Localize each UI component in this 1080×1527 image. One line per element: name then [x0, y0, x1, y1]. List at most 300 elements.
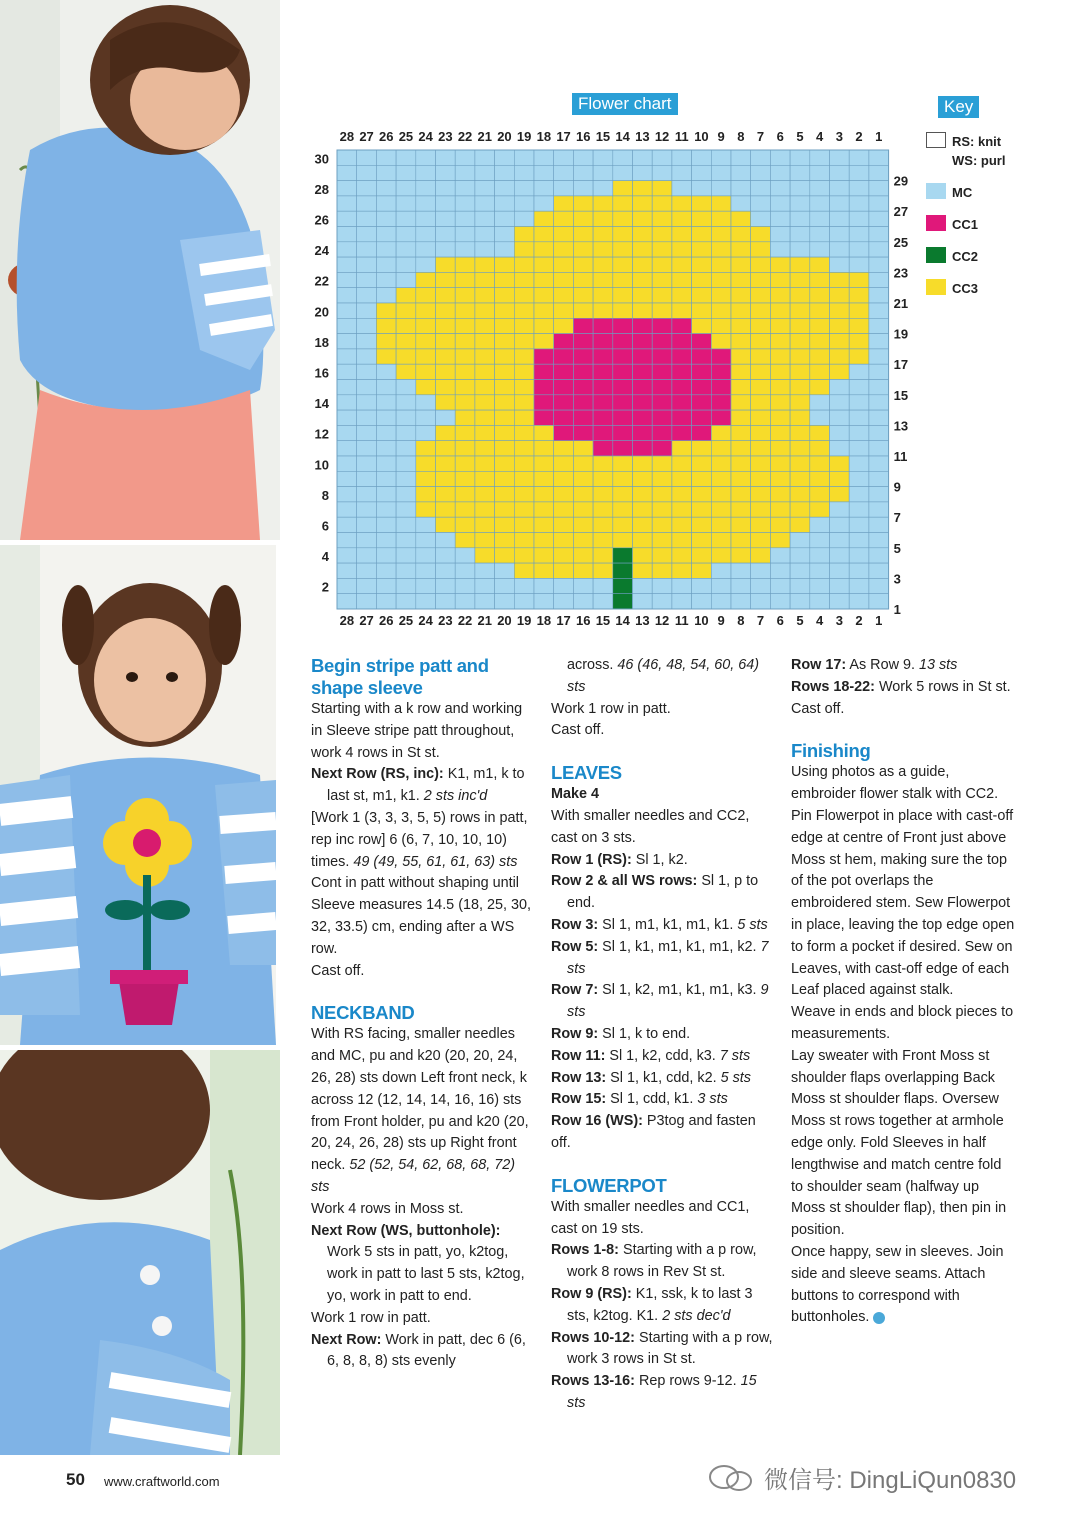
chart-row-number-right: 1 [893, 602, 901, 617]
chart-cell [337, 165, 357, 180]
chart-cell [790, 242, 810, 257]
chart-cell [337, 425, 357, 440]
chart-cell [672, 165, 692, 180]
chart-cell [573, 380, 593, 395]
chart-cell [475, 456, 495, 471]
chart-cell [869, 181, 889, 196]
chart-cell [514, 456, 534, 471]
chart-cell [869, 165, 889, 180]
chart-cell [436, 380, 456, 395]
chart-cell [869, 318, 889, 333]
chart-cell [337, 471, 357, 486]
chart-cell [396, 395, 416, 410]
chart-cell [849, 211, 869, 226]
chart-cell [830, 181, 850, 196]
chart-cell [436, 548, 456, 563]
para: Lay sweater with Front Moss st shoulder flaps overlapping Back Moss st shoulder flaps. Oversew Moss st rows together at armhole edge only. Fold Sleeves in half lengthwise and match centre fold to shoulder seam (halfway up Moss st shoulder flap), then pin in position. [791, 1047, 1007, 1239]
chart-cell [514, 288, 534, 303]
chart-cell [436, 181, 456, 196]
chart-col-number-bottom: 28 [339, 613, 355, 628]
chart-cell [652, 196, 672, 211]
chart-cell [534, 578, 554, 593]
instruction-next-row-dec: Next Row: Work in patt, dec 6 (6, 6, 8, 8, 8) sts evenly [311, 1331, 526, 1370]
chart-cell [475, 548, 495, 563]
chart-cell [770, 548, 790, 563]
chart-cell [652, 242, 672, 257]
chart-cell [416, 380, 436, 395]
chart-cell [514, 257, 534, 272]
chart-cell [495, 487, 515, 502]
chart-cell [554, 563, 574, 578]
chart-cell [475, 487, 495, 502]
chart-col-number-bottom: 14 [615, 613, 630, 628]
chart-cell [416, 349, 436, 364]
chart-cell [652, 303, 672, 318]
chart-cell [416, 211, 436, 226]
chart-cell [534, 410, 554, 425]
chart-cell [830, 502, 850, 517]
chart-cell [514, 181, 534, 196]
chart-row-number-right: 27 [893, 204, 909, 220]
chart-col-number-bottom: 15 [595, 613, 611, 628]
chart-cell [396, 334, 416, 349]
chart-cell [514, 471, 534, 486]
chart-cell [810, 578, 830, 593]
chart-cell [416, 548, 436, 563]
chart-cell [869, 211, 889, 226]
chart-cell [830, 288, 850, 303]
chart-cell [593, 533, 613, 548]
chart-cell [810, 548, 830, 563]
chart-cell [751, 517, 771, 532]
chart-cell [869, 594, 889, 609]
chart-cell [790, 303, 810, 318]
chart-cell [514, 410, 534, 425]
chart-cell [337, 349, 357, 364]
chart-cell [711, 548, 731, 563]
chart-cell [396, 594, 416, 609]
chart-cell [613, 380, 633, 395]
chart-cell [337, 487, 357, 502]
chart-col-number-bottom: 20 [497, 613, 512, 628]
chart-cell [770, 288, 790, 303]
chart-cell [357, 288, 377, 303]
chart-cell [652, 380, 672, 395]
chart-cell [514, 441, 534, 456]
chart-cell [790, 288, 810, 303]
chart-cell [455, 380, 475, 395]
chart-cell [357, 533, 377, 548]
chart-col-number-bottom: 12 [654, 613, 670, 628]
para: Work 4 rows in Moss st. [311, 1200, 464, 1217]
chart-row-number-right: 7 [893, 510, 901, 526]
chart-col-number-bottom: 26 [379, 613, 394, 628]
chart-cell [376, 150, 396, 165]
chart-col-number-bottom: 22 [457, 613, 473, 628]
chart-cell [830, 456, 850, 471]
chart-cell [770, 410, 790, 425]
chart-cell [830, 425, 850, 440]
chart-cell [396, 303, 416, 318]
chart-cell [436, 334, 456, 349]
chart-cell [337, 548, 357, 563]
chart-cell [672, 578, 692, 593]
chart-cell [830, 364, 850, 379]
chart-cell [770, 364, 790, 379]
chart-cell [790, 349, 810, 364]
chart-cell [396, 272, 416, 287]
chart-col-number-top: 13 [635, 129, 650, 144]
chart-cell [534, 272, 554, 287]
chart-cell [495, 517, 515, 532]
chart-col-number-top: 22 [457, 129, 473, 144]
chart-cell [633, 380, 653, 395]
chart-cell [554, 380, 574, 395]
chart-cell [790, 502, 810, 517]
chart-cell [652, 502, 672, 517]
make-count: Make 4 [551, 786, 599, 803]
chart-cell [337, 502, 357, 517]
chart-cell [357, 395, 377, 410]
chart-cell [376, 502, 396, 517]
chart-row-number-right: 11 [893, 449, 908, 464]
chart-cell [396, 563, 416, 578]
chart-cell [455, 227, 475, 242]
chart-row-number-left: 24 [314, 243, 329, 259]
chart-cell [455, 533, 475, 548]
chart-cell [849, 303, 869, 318]
chart-cell [751, 395, 771, 410]
chart-cell [455, 425, 475, 440]
chart-cell [436, 242, 456, 257]
chart-col-number-bottom: 4 [816, 613, 824, 628]
chart-cell [337, 242, 357, 257]
chart-row-number-right: 17 [893, 357, 909, 373]
column-2 [551, 655, 776, 1415]
chart-col-number-bottom: 3 [835, 613, 843, 628]
chart-cell [672, 257, 692, 272]
chart-cell [455, 487, 475, 502]
chart-cell [495, 257, 515, 272]
pot-row-9: Row 9 (RS): K1, ssk, k to last 3 sts, k2tog. K1. 2 sts dec'd [551, 1285, 753, 1324]
chart-cell [672, 242, 692, 257]
chart-col-number-bottom: 9 [717, 613, 725, 628]
chart-cell [514, 578, 534, 593]
chart-cell [830, 349, 850, 364]
chart-cell [534, 380, 554, 395]
chart-cell [810, 303, 830, 318]
chart-cell [790, 425, 810, 440]
chart-cell [770, 456, 790, 471]
chart-cell [396, 456, 416, 471]
chart-cell [514, 211, 534, 226]
chart-cell [692, 533, 712, 548]
chart-cell [396, 380, 416, 395]
chart-cell [554, 211, 574, 226]
chart-cell [514, 395, 534, 410]
chart-cell [770, 471, 790, 486]
key-swatch-cc2 [926, 247, 946, 263]
chart-cell [770, 349, 790, 364]
chart-row-number-right: 9 [893, 479, 901, 495]
chart-cell [593, 364, 613, 379]
chart-cell [849, 181, 869, 196]
chart-cell [376, 318, 396, 333]
chart-cell [593, 548, 613, 563]
chart-cell [672, 303, 692, 318]
chart-cell [495, 533, 515, 548]
chart-cell [436, 502, 456, 517]
chart-cell [790, 150, 810, 165]
chart-cell [495, 364, 515, 379]
chart-cell [790, 548, 810, 563]
footer-url[interactable]: www.craftworld.com [104, 1474, 220, 1489]
chart-cell [455, 318, 475, 333]
chart-cell [357, 257, 377, 272]
chart-cell [357, 410, 377, 425]
chart-cell [337, 517, 357, 532]
chart-cell [633, 318, 653, 333]
chart-cell [849, 533, 869, 548]
chart-col-number-bottom: 13 [635, 613, 650, 628]
chart-cell [416, 318, 436, 333]
chart-cell [416, 364, 436, 379]
chart-cell [475, 349, 495, 364]
chart-cell [455, 211, 475, 226]
chart-cell [455, 288, 475, 303]
pot-rows-13-16: Rows 13-16: Rep rows 9-12. 15 sts [551, 1373, 757, 1411]
chart-row-number-left: 26 [314, 212, 329, 228]
chart-cell [416, 272, 436, 287]
chart-cell [692, 150, 712, 165]
chart-cell [810, 456, 830, 471]
chart-col-number-top: 25 [398, 129, 414, 144]
chart-cell [652, 487, 672, 502]
chart-cell [751, 227, 771, 242]
chart-cell [554, 487, 574, 502]
chart-cell [593, 578, 613, 593]
chart-cell [416, 150, 436, 165]
chart-cell [573, 288, 593, 303]
chart-cell [573, 395, 593, 410]
chart-cell [869, 227, 889, 242]
chart-col-number-bottom: 24 [418, 613, 433, 628]
chart-cell [573, 227, 593, 242]
chart-cell [711, 165, 731, 180]
chart-cell [830, 487, 850, 502]
chart-cell [376, 364, 396, 379]
chart-cell [554, 502, 574, 517]
chart-cell [514, 563, 534, 578]
chart-cell [475, 272, 495, 287]
chart-cell [711, 487, 731, 502]
chart-cell [790, 487, 810, 502]
chart-cell [810, 242, 830, 257]
chart-cell [672, 150, 692, 165]
chart-cell [475, 318, 495, 333]
chart-cell [652, 395, 672, 410]
chart-cell [416, 410, 436, 425]
chart-cell [337, 227, 357, 242]
chart-cell [830, 318, 850, 333]
chart-cell [869, 517, 889, 532]
chart-cell [455, 395, 475, 410]
chart-cell [376, 196, 396, 211]
chart-cell [731, 548, 751, 563]
chart-cell [830, 272, 850, 287]
chart-col-number-bottom: 21 [477, 613, 492, 628]
chart-col-number-top: 5 [796, 129, 804, 144]
chart-cell [672, 211, 692, 226]
chart-cell [869, 502, 889, 517]
chart-cell [436, 150, 456, 165]
chart-cell [436, 257, 456, 272]
chart-cell [573, 211, 593, 226]
chart-cell [554, 181, 574, 196]
chart-cell [849, 441, 869, 456]
chart-cell [376, 165, 396, 180]
chart-cell [692, 364, 712, 379]
chart-cell [593, 441, 613, 456]
chart-cell [790, 257, 810, 272]
chart-cell [455, 334, 475, 349]
chart-cell [514, 502, 534, 517]
chart-cell [751, 349, 771, 364]
photo-girl-standing [0, 0, 280, 540]
chart-cell [731, 594, 751, 609]
chart-cell [652, 533, 672, 548]
chart-cell [396, 211, 416, 226]
chart-cell [554, 227, 574, 242]
chart-cell [534, 334, 554, 349]
chart-cell [731, 517, 751, 532]
chart-cell [869, 563, 889, 578]
chart-cell [396, 425, 416, 440]
chart-cell [652, 578, 672, 593]
chart-cell [337, 150, 357, 165]
chart-cell [593, 318, 613, 333]
chart-cell [790, 395, 810, 410]
chart-cell [613, 303, 633, 318]
chart-cell [770, 425, 790, 440]
chart-cell [475, 563, 495, 578]
chart-cell [731, 242, 751, 257]
chart-col-number-bottom: 8 [737, 613, 745, 628]
chart-cell [633, 181, 653, 196]
chart-cell [554, 288, 574, 303]
chart-cell [357, 502, 377, 517]
chart-cell [672, 318, 692, 333]
chart-cell [436, 410, 456, 425]
chart-cell [573, 425, 593, 440]
chart-col-number-top: 18 [536, 129, 552, 144]
chart-cell [652, 517, 672, 532]
chart-cell [869, 425, 889, 440]
chart-cell [613, 548, 633, 563]
pot-rows-1-8: Rows 1-8: Starting with a p row, work 8 rows in Rev St st. [551, 1242, 757, 1281]
chart-cell [869, 334, 889, 349]
chart-cell [770, 578, 790, 593]
chart-cell [396, 364, 416, 379]
chart-cell [869, 395, 889, 410]
chart-cell [692, 288, 712, 303]
chart-cell [633, 517, 653, 532]
chart-cell [810, 563, 830, 578]
chart-cell [357, 441, 377, 456]
chart-cell [652, 150, 672, 165]
chart-cell [731, 303, 751, 318]
chart-cell [613, 349, 633, 364]
chart-row-number-left: 18 [314, 334, 329, 350]
chart-cell [573, 578, 593, 593]
chart-cell [554, 334, 574, 349]
chart-cell [357, 181, 377, 196]
chart-cell [613, 165, 633, 180]
chart-cell [869, 456, 889, 471]
heading-leaves: LEAVES [551, 762, 622, 784]
chart-cell [436, 364, 456, 379]
chart-cell [554, 318, 574, 333]
chart-cell [376, 242, 396, 257]
para: Cast off. [311, 962, 365, 979]
chart-cell [573, 563, 593, 578]
chart-cell [869, 441, 889, 456]
chart-cell [376, 533, 396, 548]
chart-cell [830, 578, 850, 593]
yarn-ball-icon [873, 1312, 885, 1324]
chart-cell [554, 471, 574, 486]
chart-cell [534, 303, 554, 318]
chart-cell [514, 487, 534, 502]
chart-cell [810, 364, 830, 379]
chart-cell [573, 181, 593, 196]
chart-cell [455, 165, 475, 180]
chart-cell [810, 334, 830, 349]
chart-cell [436, 471, 456, 486]
chart-cell [672, 487, 692, 502]
chart-cell [810, 441, 830, 456]
chart-cell [790, 471, 810, 486]
chart-cell [376, 410, 396, 425]
chart-cell [573, 441, 593, 456]
heading-finishing: Finishing [791, 740, 871, 762]
chart-row-number-left: 4 [321, 549, 329, 565]
chart-cell [436, 196, 456, 211]
chart-cell [416, 227, 436, 242]
chart-cell [337, 318, 357, 333]
chart-cell [652, 318, 672, 333]
chart-cell [593, 272, 613, 287]
chart-cell [534, 456, 554, 471]
chart-cell [672, 227, 692, 242]
chart-cell [396, 349, 416, 364]
chart-cell [416, 471, 436, 486]
chart-cell [376, 181, 396, 196]
chart-cell [436, 578, 456, 593]
chart-cell [357, 272, 377, 287]
chart-cell [790, 594, 810, 609]
chart-cell [652, 456, 672, 471]
chart-cell [475, 441, 495, 456]
chart-cell [652, 563, 672, 578]
chart-cell [495, 395, 515, 410]
chart-cell [613, 318, 633, 333]
chart-cell [573, 318, 593, 333]
chart-cell [554, 456, 574, 471]
chart-cell [376, 395, 396, 410]
chart-cell [751, 548, 771, 563]
chart-cell [455, 196, 475, 211]
